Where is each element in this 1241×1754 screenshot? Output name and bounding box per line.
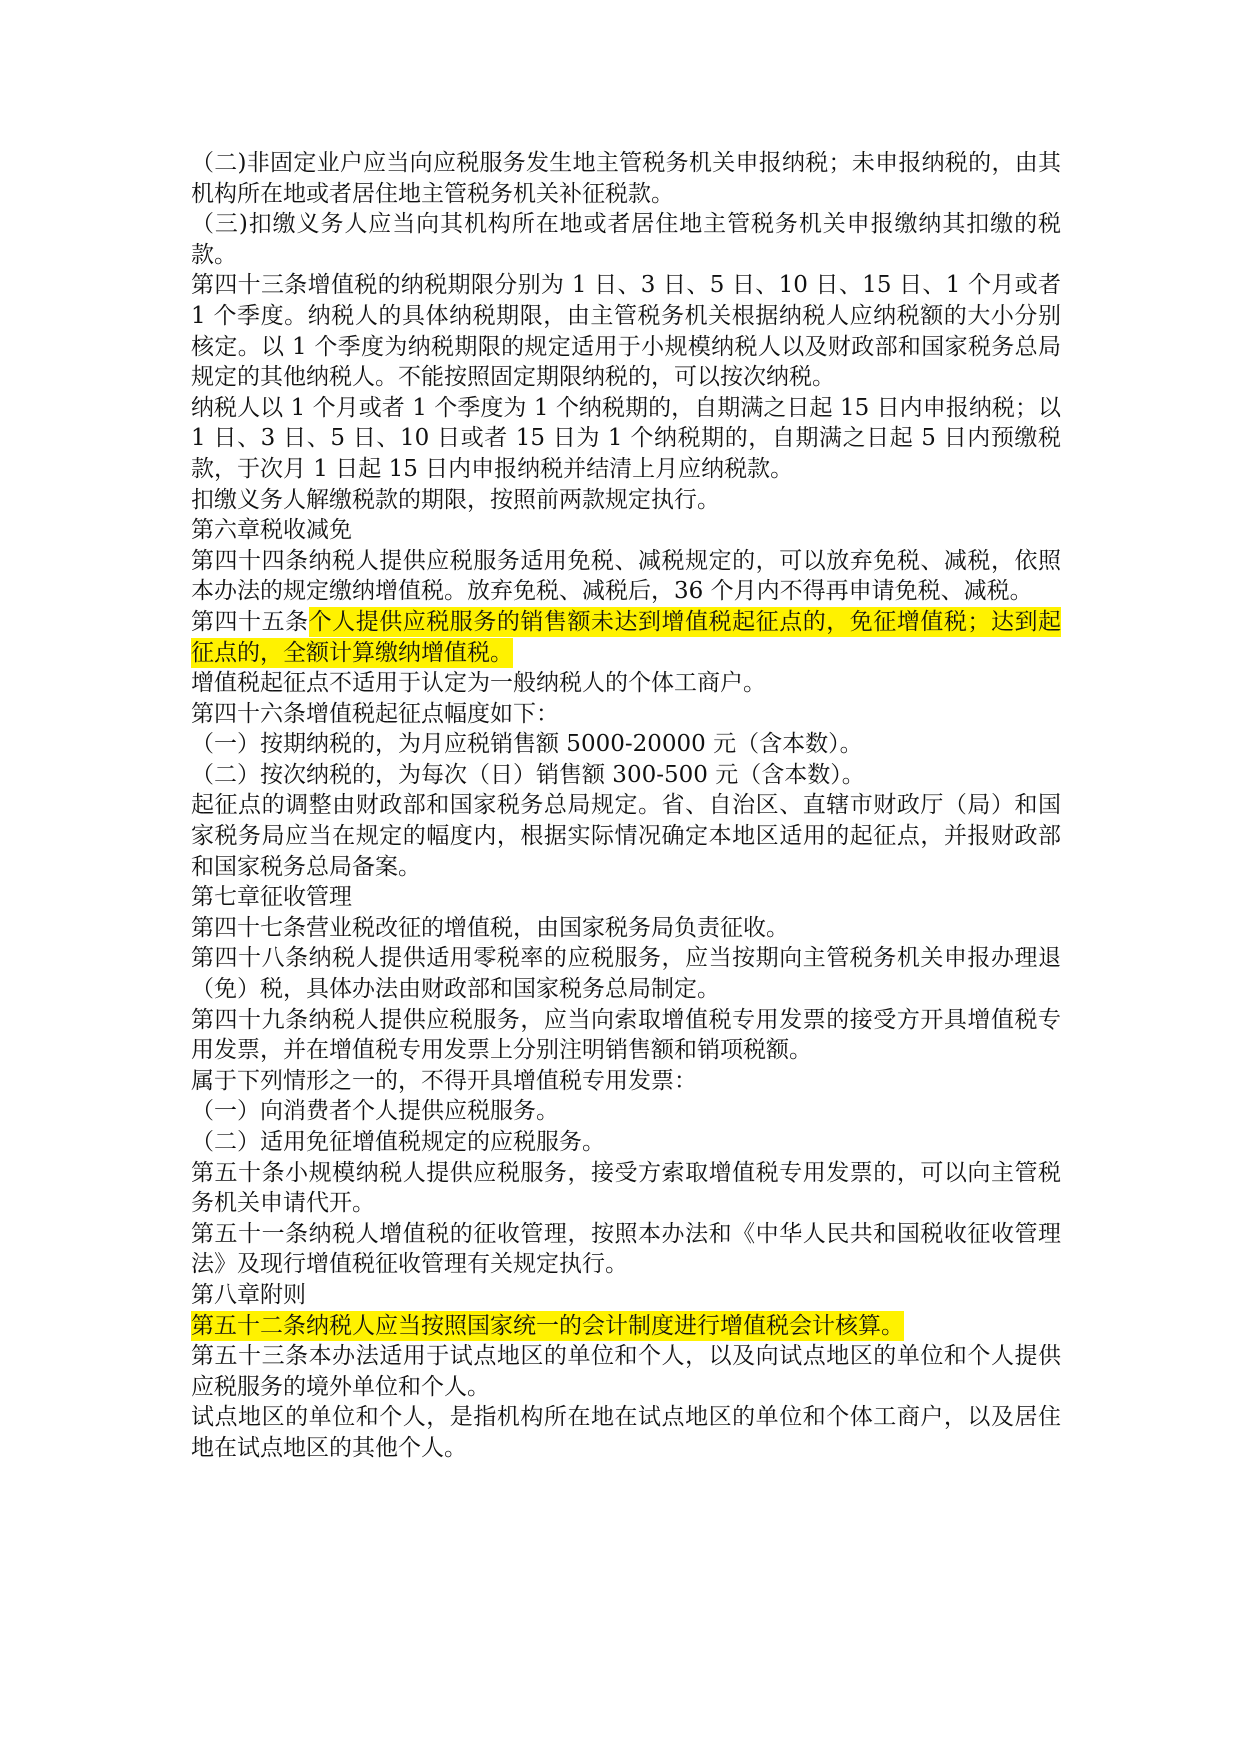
chapter-8-heading: 第八章附则	[191, 1281, 306, 1308]
document-page	[191, 148, 1061, 1464]
paragraph-invoice-exclusions: 属于下列情形之一的，不得开具增值税专用发票：	[191, 1067, 697, 1094]
paragraph-article-45	[191, 607, 1061, 668]
paragraph-pilot-definition: 试点地区的单位和个人，是指机构所在地在试点地区的单位和个体工商户，以及居住地在试点地区的其他个人。	[191, 1404, 1061, 1461]
paragraph-threshold-adjustment: 起征点的调整由财政部和国家税务总局规定。省、自治区、直辖市财政厅（局）和国家税务局应当在规定的幅度内，根据实际情况确定本地区适用的起征点，并报财政部和国家税务总局备案。	[191, 792, 1061, 880]
article-52-highlight: 第五十二条纳税人应当按照国家统一的会计制度进行增值税会计核算。	[191, 1312, 904, 1339]
article-45-prefix: 第四十五条	[191, 608, 309, 635]
paragraph-threshold-exclusion: 增值税起征点不适用于认定为一般纳税人的个体工商户。	[191, 670, 766, 697]
paragraph-withholding-deadline: 扣缴义务人解缴税款的期限，按照前两款规定执行。	[191, 486, 720, 513]
paragraph-2: （三)扣缴义务人应当向其机构所在地或者居住地主管税务机关申报缴纳其扣缴的税款。	[191, 211, 1061, 268]
list-item-per-transaction: （二）按次纳税的，为每次（日）销售额 300-500 元（含本数）。	[191, 761, 865, 788]
list-item-consumers: （一）向消费者个人提供应税服务。	[191, 1098, 559, 1125]
paragraph-tax-period: 纳税人以 1 个月或者 1 个季度为 1 个纳税期的，自期满之日起 15 日内申报纳税；以 1 日、3 日、5 日、10 日或者 15 日为 1 个纳税期的，自期满之日起 5 日内预缴税款，于次月 1 日起 15 日内申报纳税并结清上月应纳税款。	[191, 394, 1061, 482]
chapter-7-heading: 第七章征收管理	[191, 884, 352, 911]
paragraph-1: （二)非固定业户应当向应税服务发生地主管税务机关申报纳税；未申报纳税的，由其机构所在地或者居住地主管税务机关补征税款。	[191, 150, 1061, 207]
paragraph-article-52	[191, 1311, 1061, 1342]
list-item-periodic: （一）按期纳税的，为月应税销售额 5000-20000 元（含本数）。	[191, 731, 863, 758]
chapter-6-heading: 第六章税收减免	[191, 517, 352, 544]
paragraph-article-48: 第四十八条纳税人提供适用零税率的应税服务，应当按期向主管税务机关申报办理退（免）税，具体办法由财政部和国家税务总局制定。	[191, 945, 1061, 1003]
list-item-exempt-services: （二）适用免征增值税规定的应税服务。	[191, 1129, 605, 1155]
paragraph-article-50: 第五十条小规模纳税人提供应税服务，接受方索取增值税专用发票的，可以向主管税务机关申请代开。	[191, 1159, 1061, 1217]
paragraph-article-51: 第五十一条纳税人增值税的征收管理，按照本办法和《中华人民共和国税收征收管理法》及现行增值税征收管理有关规定执行。	[191, 1220, 1061, 1278]
paragraph-article-46: 第四十六条增值税起征点幅度如下：	[191, 700, 559, 727]
paragraph-article-53: 第五十三条本办法适用于试点地区的单位和个人，以及向试点地区的单位和个人提供应税服务的境外单位和个人。	[191, 1343, 1061, 1400]
paragraph-article-43: 第四十三条增值税的纳税期限分别为 1 日、3 日、5 日、10 日、15 日、1 个月或者 1 个季度。纳税人的具体纳税期限，由主管税务机关根据纳税人应纳税额的大小分别核定。以 1 个季度为纳税期限的规定适用于小规模纳税人以及财政部和国家税务总局规定的其他纳税人。不能按照固定期限纳税的，可以按次纳税。	[191, 272, 1061, 391]
paragraph-article-44: 第四十四条纳税人提供应税服务适用免税、减税规定的，可以放弃免税、减税，依照本办法的规定缴纳增值税。放弃免税、减税后，36 个月内不得再申请免税、减税。	[191, 547, 1061, 605]
article-45-highlight: 个人提供应税服务的销售额未达到增值税起征点的，免征增值税；达到起征点的，全额计算缴纳增值税。	[191, 608, 1062, 666]
paragraph-article-49: 第四十九条纳税人提供应税服务，应当向索取增值税专用发票的接受方开具增值税专用发票，并在增值税专用发票上分别注明销售额和销项税额。	[191, 1006, 1061, 1064]
paragraph-article-47: 第四十七条营业税改征的增值税，由国家税务局负责征收。	[191, 914, 789, 941]
